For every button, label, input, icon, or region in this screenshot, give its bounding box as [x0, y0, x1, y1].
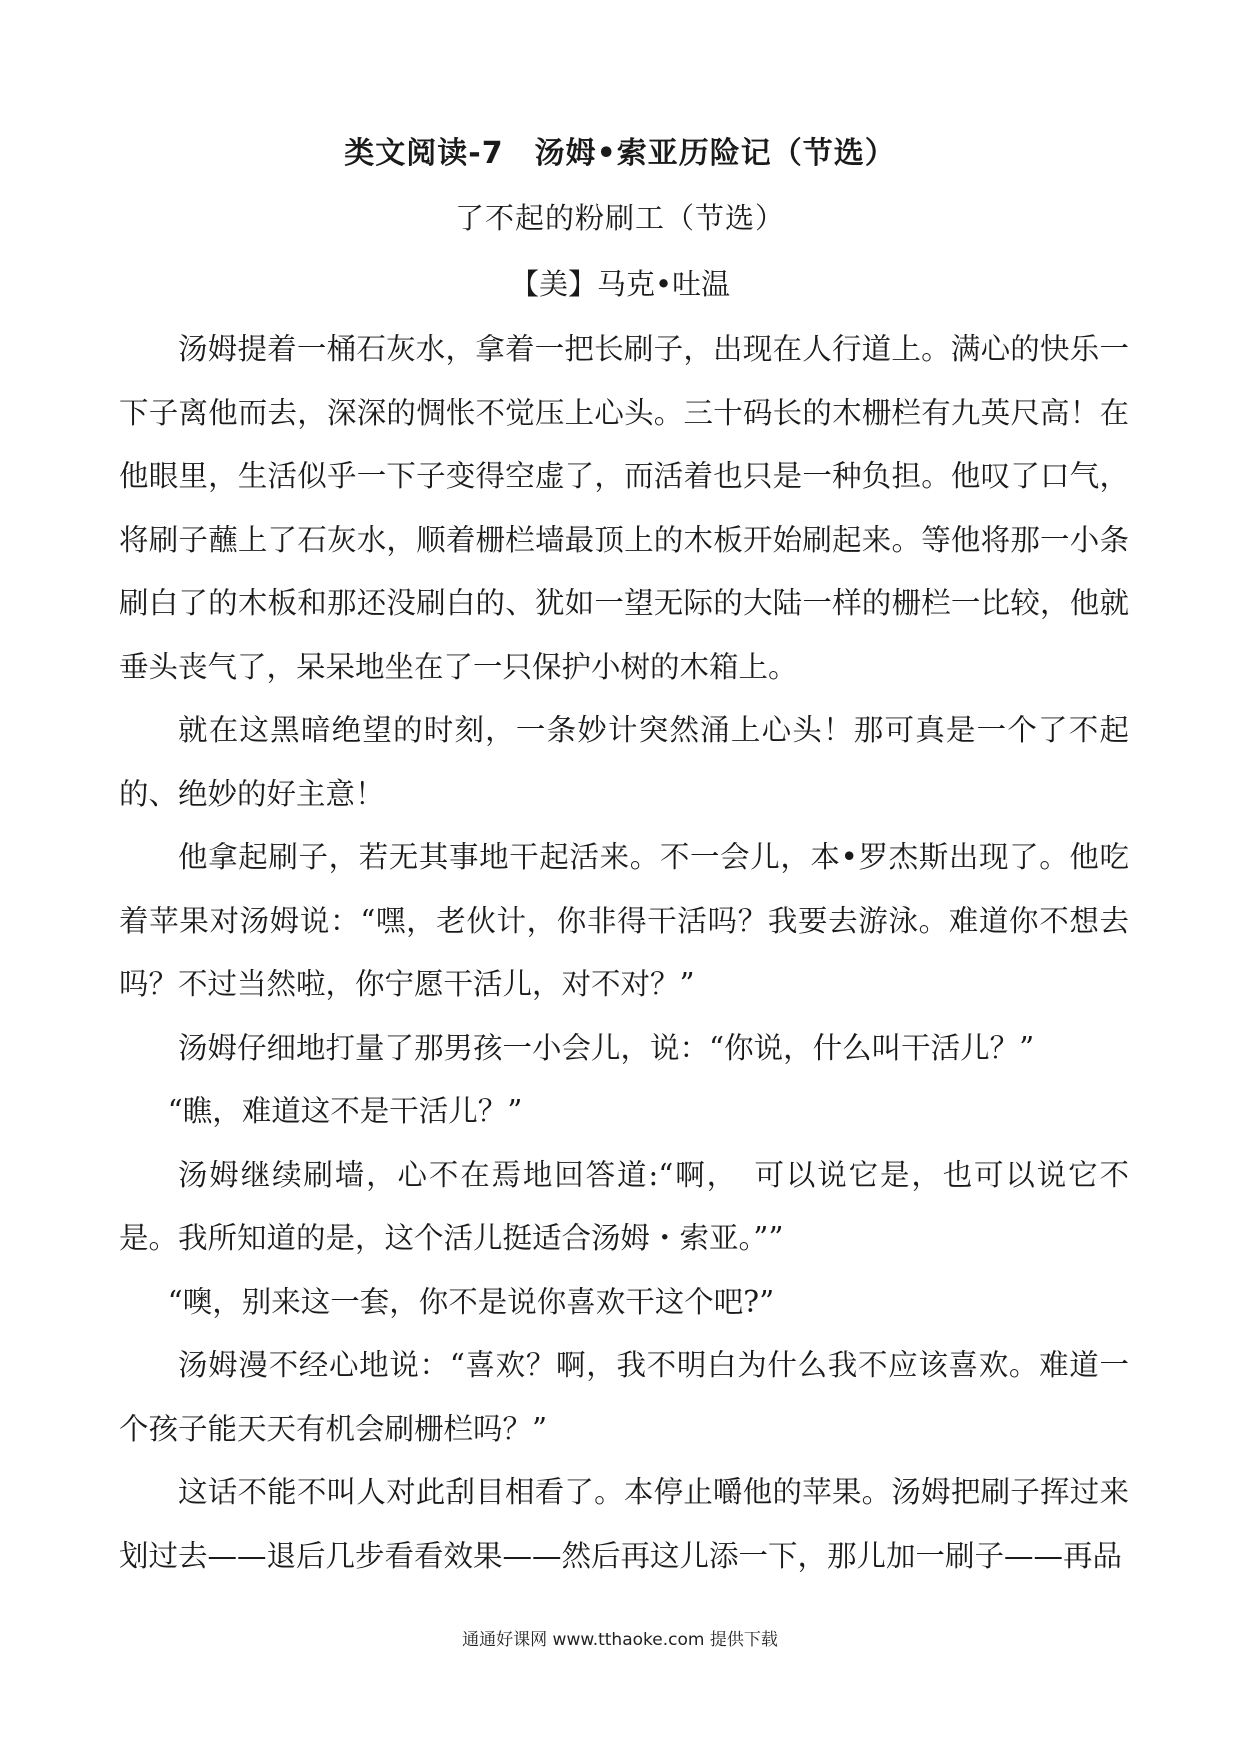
- paragraph: 这话不能不叫人对此刮目相看了。本停止嚼他的苹果。汤姆把刷子挥过来划过去——退后几步看看效果——然后再这儿添一下，那儿加一刷子——再品: [119, 1475, 1129, 1573]
- article-body: [119, 318, 1129, 1588]
- paragraph: “噢，别来这一套，你不是说你喜欢干这个吧?”: [167, 1284, 775, 1319]
- paragraph: 就在这黑暗绝望的时刻，一条妙计突然涌上心头！那可真是一个了不起的、绝妙的好主意！: [119, 713, 1129, 811]
- paragraph: “瞧，难道这不是干活儿？”: [167, 1094, 523, 1128]
- document-title: 类文阅读-7 汤姆•索亚历险记（节选）: [344, 136, 896, 171]
- paragraph: 汤姆漫不经心地说：“喜欢？啊，我不明白为什么我不应该喜欢。难道一个孩子能天天有机会刷栅栏吗？”: [119, 1348, 1129, 1446]
- document-subtitle: 了不起的粉刷工（节选）: [454, 201, 785, 235]
- author-line: 【美】马克•吐温: [509, 267, 731, 301]
- paragraph: 汤姆仔细地打量了那男孩一小会儿，说：“你说，什么叫干活儿？”: [178, 1030, 1035, 1065]
- paragraph: 汤姆继续刷墙，心不在焉地回答道:“啊， 可以说它是，也可以说它不是。我所知道的是，这个活儿挺适合汤姆・索亚。””: [119, 1157, 1129, 1255]
- page-footer: 通通好课网 www.tthaoke.com 提供下载: [462, 1630, 778, 1650]
- paragraph: 他拿起刷子，若无其事地干起活来。不一会儿，本•罗杰斯出现了。他吃着苹果对汤姆说：“嘿，老伙计，你非得干活吗？我要去游泳。难道你不想去吗？不过当然啦，你宁愿干活儿，对不对？”: [119, 840, 1129, 1001]
- paragraph: 汤姆提着一桶石灰水，拿着一把长刷子，出现在人行道上。满心的快乐一下子离他而去，深深的惆怅不觉压上心头。三十码长的木栅栏有九英尺高！在他眼里，生活似乎一下子变得空虚了，而活着也只是一种负担。他叹了口气，将刷子蘸上了石灰水，顺着栅栏墙最顶上的木板开始刷起来。等他将那一小条刷白了的木板和那还没刷白的、犹如一望无际的大陆一样的栅栏一比较，他就垂头丧气了，呆呆地坐在了一只保护小树的木箱上。: [119, 332, 1129, 684]
